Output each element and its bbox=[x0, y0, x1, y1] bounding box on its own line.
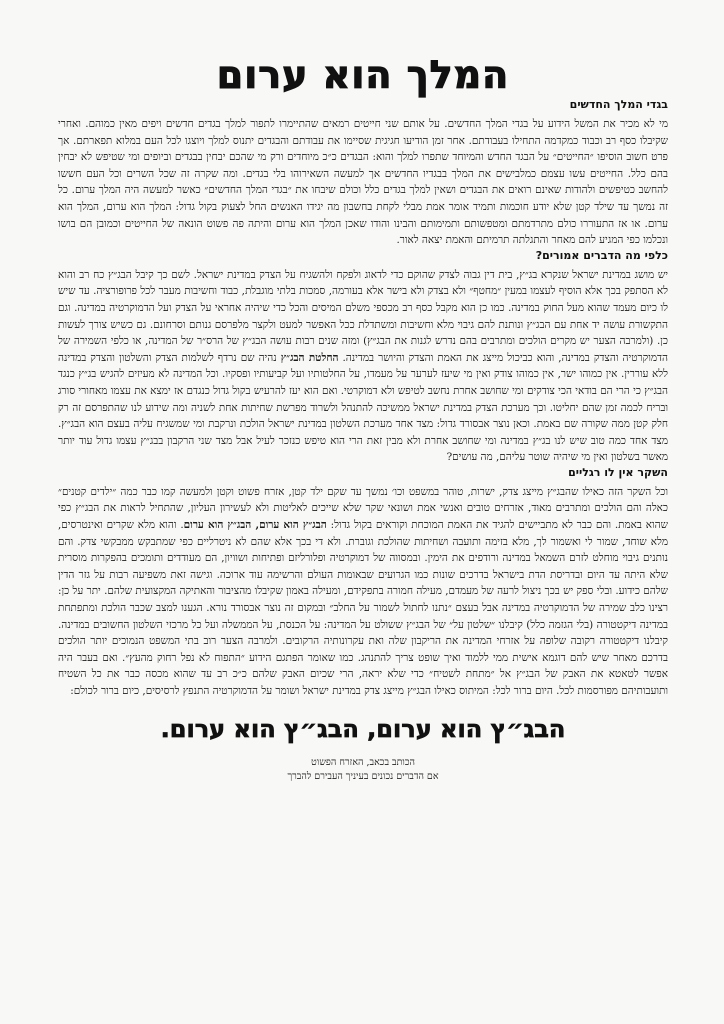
section-body-what-it-refers-to bbox=[58, 267, 668, 466]
closing-slogan: הבג״ץ הוא ערום, הבג״ץ הוא ערום. bbox=[160, 714, 566, 743]
paragraph-text: וכל השקר הזה כאילו שהבג״ץ מייצג צדק, ישרות, טוהר במשפט וכו׳ נמשך עד שקם ילד קטן, אזרח פשוט וקטן ולמעשה קמו כבר כמה ״ילדים קטנים״ כאלה והם הולכים ומתרבים מאוד, אזרחים טובים ואנשי אמת ושונאי שקר שלא שייכים לאליטות ולא לעשירון העליון, שהתחיל לראות את הבג״ץ כפי שהוא באמת. והם כבר לא מתביישים להגיד את האמת המוכחת וקוראים בקול גדול: bbox=[58, 485, 669, 532]
page-title: המלך הוא ערום bbox=[216, 53, 510, 97]
bold-phrase: החלטת הבג״ץ bbox=[280, 351, 339, 364]
paragraph-text: יש מושג במדינת ישראל שנקרא בג״ץ, בית דין גבוה לצדק שהוקם כדי לדאוג ולפקח ולהשגיח על הצדק במדינת ישראל. לשם כך קיבל הבג״ץ כח רב והוא לא הסתפק בכך אלא הוסיף לעצמו במעין ״מחטף״ ולא בצדק ולא בישר אלא בעורמה, סמכות בלתי מוגבלת, כבוד וחשיבות מעבר לכל פרופורציה. עד שיש לו כיום מעמד שהוא מעל החוק במדינה. כמו כן הוא מקבל כסף רב מכספי משלם המיסים והכל כדי שיהיה אחראי על הצדק ועל הדמוקרטיה במדינה. וגם התקשורת עושה יד אחת עם הבג״ץ ונותנת להם גיבוי מלא וחשיבות ומשתדלת ככל האפשר למעט ולקצר מלפרסם גנותם וסרחונם. גם כשיש צורך לעשות כן. (ולמרבה הצער יש מקרים הולכים ומתרבים בהם נדרש לגנות את הבג״ץ) ומזה שנים רבות עושה הבג״ץ של הרס״ר של המדינה, או כלפי השמירה של הדמוקרטיה והצדק במדינה, והוא כביכול מייצג את האמת והצדק והיושר במדינה. bbox=[58, 268, 668, 364]
document bbox=[58, 52, 668, 784]
section-heading-lie-has-no-legs: השקר אין לו רגליים bbox=[568, 465, 668, 479]
section-body-lie-has-no-legs bbox=[58, 484, 668, 700]
paragraph-text: . והוא מלא שקרים ואינטרסים, מלא שוחד, שמור לי ואשמור לך, מלא בזימה ותועבה ושחיתות שהולכת וגוברת. ולא די בכך אלא שהם לא ניטרליים כפי שמתבקש ממבקשי צדק. והם נותנים גיבוי מוחלט לזרם השמאל במדינה ורודפים את הימין. ובמסווה של דמוקרטיה ופלורליזם ופתיחות ושוויון, הם מעודדים ותומכים בהפקרות מוסרית שלא היתה עד היום ובדריסת הדת בישראל בדרכים שונות כמו הגרועים שבאומות העולם והרשימה עוד ארוכה. וגישה זאת משפיעה רבות על גזר הדין שלהם כידוע. ובלי ספק יש בכך ניצול לרעה של מעמדם, מעילה חמורה בתפקידם, ומעילה באמון שקיבלו מהציבור והאתיקה המקצועית שלהם. יתר על כן: רצינו כלב שמירה של הדמוקרטיה במדינה אבל בעצם ״נתנו לחתול לשמור על החלב״ ובמקום זה נוצר אבסורד נורא. הגענו למצב שכבר הולכת ומתפתחת במדינה דיקטטורה (בלי הגזמה כלל) קיבלנו ״שלטון על״ של הבג״ץ ששולט על המדינה: על הכנסת, על הממשלה ועל כל מרכזי השלטון החשובים במדינה. קיבלנו דיקטטורה רקובה שלופה על אזרחי המדינה את הריקבון שלה ואת עקרונותיה הרקובים. ולמרבה הצער רוב בתי המשפט הנמוכים יותר הולכים בדרכם מאחר שיש להם דוגמא אישית ממי ללמוד ואיך שופט צריך להתנהג. כמו שאומר הפתגם הידוע ״התפוח לא נפל רחוק מהעץ״. ואם בעבר היה אפשר לטאטא את האבק של הבג״ץ אל ״מתחת לשטיח״ כדי שלא יראה, הרי שכיום האבק שלהם כ״כ רב עד שהוא מכסה כבר את כל השטיח ותועבותיהם מפורסמות לכל. היום ברור לכל: המיתוס כאילו הבג״ץ מייצג צדק במדינת ישראל ושומר על הדמוקרטיה התנפץ לרסיסים, כיום ברור לכולם: bbox=[58, 519, 668, 697]
paragraph-text: נהיה שם נרדף לשלמות הצדק והשלטון והצדק במדינה ללא עוררין. אין כמוהו ישר, אין כמוהו צודק ואין מי שיעז לערער על מעמדו, על החלטותיו ועל קביעותיו ופסקיו. וכל המדינה לא מעיזים להגיש בג״ץ כנגד הבג״ץ כי הרי הם בודאי הכי צודקים ומי שחושב אחרת נחשב לטיפש ולא דמוקרטי. ואם הוא יעז להרעיש בקול גדול כנגדם אז ימצא את עצמו מאחורי סורג ובריח לכמה זמן שהם יחליטו. וכך מערכת הצדק במדינת ישראל ממשיכה להתנהל ולשרוד מפרשת שחיתות אחת לשניה ומה שידוע לנו שהתפרסם זה רק חלק קטן ממה שקורה שם באמת. וכאן נוצר אבסורד גדול: מצד אחד מערכת השלטון במדינת ישראל הולכת ונרקבת ומי שמשגיח עליה בעצם הוא הבג״ץ. מצד אחד כמה טוב שיש לנו בג״ץ במדינה ומי שחושב אחרת ולא מבין זאת הרי הוא טיפש כנזכר לעיל אבל מצד שני הרקבון בבג״ץ עצמו גדול עוד יותר מאשר בשלטון ואין מי שיהיה שוטר עליהם, מה עושים? bbox=[58, 351, 668, 464]
section-heading-new-clothes: בגדי המלך החדשים bbox=[569, 98, 668, 111]
signature-note: אם הדברים נכונים בעיניך העבירם להברך bbox=[287, 770, 439, 782]
signature-line: הכותב בכאב, האזרח הפשוט bbox=[311, 756, 415, 768]
bold-phrase: הבג״ץ הוא ערום, הבג״ץ הוא ערום bbox=[183, 519, 327, 532]
section-body-new-clothes: מי לא מכיר את המשל הידוע על בגדי המלך החדשים. על אותם שני חייטים רמאים שהתיימרו לתפור למלך בגדים חדשים ויפים מאין כמוהם. ואחרי שקיבלו כסף רב וכבוד כמקדמה התחילו בעבודתם. אחר זמן הודיעו חגיגית שסיימו את עבודתם והבגדים יתנוס למלך ויוצגו לכל העם במלוא תפארתם. אך פרט חשוב הוסיפו ״החייטים״ על הבגד החדש והמיוחד שתפרו למלך והוא: הבגדים כ״כ מיוחדים ורק מי שהכם יבחין בבגדים וביופים ומי שטיפש לא יבחין בהם כלל. החייטים עשו עצמם כמלבישים את המלך בבגדיו החדשים אך למעשה השאירוהו בלי בגדים. ומה שקרה זה שכל השרים וכל העם חששו להחשב כטיפשים ולהודות שאינם רואים את הבגדים ושאין למלך בגדים כלל וכולם שיבחו את ״בגדי המלך החדשים״ כאשר למעשה היה המלך ערום. כל זה נמשך עד שילד קטן שלא יודע חוכמות ותמיד אומר אמת מבלי לקחת בחשבון מה יגידו האנשים החל לצעוק בקול גדול: המלך הוא ערום, המלך הוא ערום. או אז התעוררו כולם מתרדמתם ומטפשותם ותמימותם והבינו והודו שאכן המלך הוא ערום והיתה פה פשוט הונאה של החייטים וכמובן הם בושו ונכלמו כפי המגיע להם מאחר והתגלתה תרמיתם והאמת יצאה לאור. bbox=[58, 118, 668, 247]
signature bbox=[58, 756, 668, 784]
section-heading-what-it-refers-to: כלפי מה הדברים אמורים? bbox=[535, 248, 668, 262]
